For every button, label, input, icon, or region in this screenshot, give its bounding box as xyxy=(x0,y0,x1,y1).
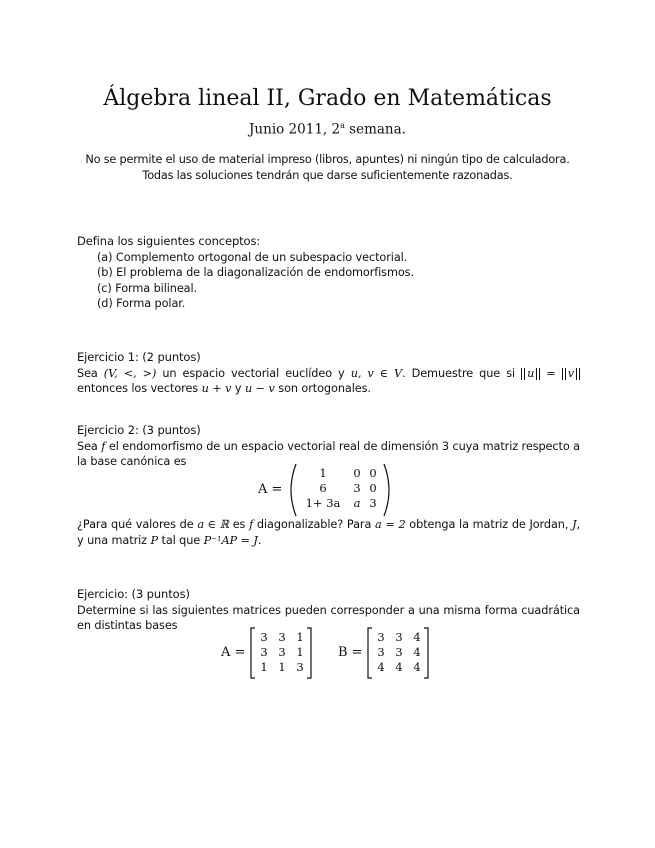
text-fragment: entonces los vectores xyxy=(77,382,202,395)
matrix-a3-cell: 3 xyxy=(260,645,268,659)
exercise-1-heading: Ejercicio 1: (2 puntos) xyxy=(77,350,201,364)
matrix-a-cell: 3 xyxy=(353,481,361,495)
notice-line-2: Todas las soluciones tendrán que darse suficientemente razonadas. xyxy=(142,169,513,182)
page-title: Álgebra lineal II, Grado en Matemáticas xyxy=(103,86,552,111)
text-fragment: . xyxy=(257,533,262,547)
matrix-a3-label: A = xyxy=(221,645,246,660)
text-fragment: diagonalizable? Para xyxy=(253,518,376,531)
matrix-a3-cell: 3 xyxy=(278,645,286,659)
matrix-a-cell: a xyxy=(353,496,361,510)
matrix-a3-cell: 3 xyxy=(278,630,286,644)
matrix-b3-cell: 4 xyxy=(395,660,403,674)
matrix-b3-cell: 3 xyxy=(377,630,385,644)
definition-item-d: (d) Forma polar. xyxy=(97,297,186,310)
text-fragment: Sea xyxy=(77,439,102,453)
matrix-a3-cell: 1 xyxy=(278,660,286,674)
matrix-b3-cell: 4 xyxy=(413,645,421,659)
math-inline: (V, <, >) xyxy=(103,366,157,380)
text-fragment: y xyxy=(231,382,245,395)
matrix-a3-cell: 3 xyxy=(260,630,268,644)
text-fragment: ¿Para qué valores de xyxy=(77,518,198,531)
text-fragment: tal que xyxy=(158,533,204,547)
math-inline: P xyxy=(150,533,158,547)
math-inline: = xyxy=(540,366,562,380)
exercise-3-heading: Ejercicio: (3 puntos) xyxy=(77,587,190,601)
exercise-2-question xyxy=(77,517,580,548)
math-inline: P⁻¹AP = J xyxy=(203,533,258,547)
matrix-b3-cell: 4 xyxy=(413,630,421,644)
matrix-a3-cell: 1 xyxy=(296,645,304,659)
matrix-a3-cell: 1 xyxy=(296,630,304,644)
math-inline: u, v ∈ V xyxy=(350,366,403,380)
definitions-intro: Defina los siguientes conceptos: xyxy=(77,234,261,248)
text-fragment: un espacio vectorial euclídeo y xyxy=(156,366,351,380)
math-inline: u − v xyxy=(244,382,275,395)
math-inline: f xyxy=(101,439,106,453)
matrix-a-label: A = xyxy=(258,482,283,497)
text-fragment: obtenga la matriz de Jordan, xyxy=(405,518,573,531)
exercise-1 xyxy=(77,350,580,397)
matrix-b3-cell: 3 xyxy=(395,645,403,659)
exam-date xyxy=(0,121,655,138)
math-inline: a ∈ ℝ xyxy=(197,518,229,531)
math-inline: a = 2 xyxy=(375,518,406,531)
norm-v xyxy=(562,368,580,380)
text-fragment: son ortogonales. xyxy=(274,382,371,395)
matrix-a-cell: 6 xyxy=(319,481,327,495)
definition-item-c: (c) Forma bilineal. xyxy=(97,281,198,295)
matrix-a-cell: 3 xyxy=(369,496,377,510)
matrix-a3-cell: 3 xyxy=(296,660,304,674)
math-inline: J xyxy=(572,518,577,531)
matrix-b3-cell: 3 xyxy=(395,630,403,644)
math-inline: u + v xyxy=(201,382,232,395)
subtitle-rest: semana. xyxy=(344,121,406,138)
math-inline: v xyxy=(567,366,574,380)
matrix-b3-cell: 3 xyxy=(377,645,385,659)
text-fragment: el endomorfismo de un espacio vectorial real de dimensión 3 cuya matriz respecto a la base canónica es xyxy=(77,439,580,468)
matrix-a-cell: 1 xyxy=(319,466,327,480)
matrix-b3-label: B = xyxy=(338,645,363,660)
definitions-section xyxy=(77,234,580,312)
notice-line-1: No se permite el uso de material impreso (libros, apuntes) ni ningún tipo de calculadora. xyxy=(85,153,570,166)
matrix-a-cell: 0 xyxy=(369,481,377,495)
text-fragment: Sea xyxy=(77,366,104,380)
exercise-3-statement: Determine si las siguientes matrices pueden corresponder a una misma forma cuadrática en distintas bases xyxy=(77,603,580,632)
matrix-a-cell: 1+ 3a xyxy=(305,496,341,510)
subtitle-sup: a xyxy=(340,121,345,130)
exercise-1-statement xyxy=(77,366,580,397)
matrix-b3-cell: 4 xyxy=(377,660,385,674)
definition-item-a: (a) Complemento ortogonal de un subespacio vectorial. xyxy=(97,250,408,264)
math-inline: u xyxy=(527,366,535,380)
definition-item-b: (b) El problema de la diagonalización de endomorfismos. xyxy=(97,266,414,279)
matrix-a-cell: 0 xyxy=(353,466,361,480)
text-fragment: , y una matriz xyxy=(77,518,580,547)
math-inline: f xyxy=(249,518,254,531)
exercise-3 xyxy=(77,587,580,634)
matrix-a-cell: 0 xyxy=(369,466,377,480)
text-fragment: es xyxy=(228,518,250,531)
matrix-a3-cell: 1 xyxy=(260,660,268,674)
matrix-b3-cell: 4 xyxy=(413,660,421,674)
subtitle-main: Junio 2011, 2 xyxy=(249,121,341,138)
norm-u xyxy=(521,368,540,380)
text-fragment: . Demuestre que si xyxy=(402,366,522,380)
exercise-2-heading: Ejercicio 2: (3 puntos) xyxy=(77,423,201,437)
exam-notice xyxy=(60,152,595,184)
